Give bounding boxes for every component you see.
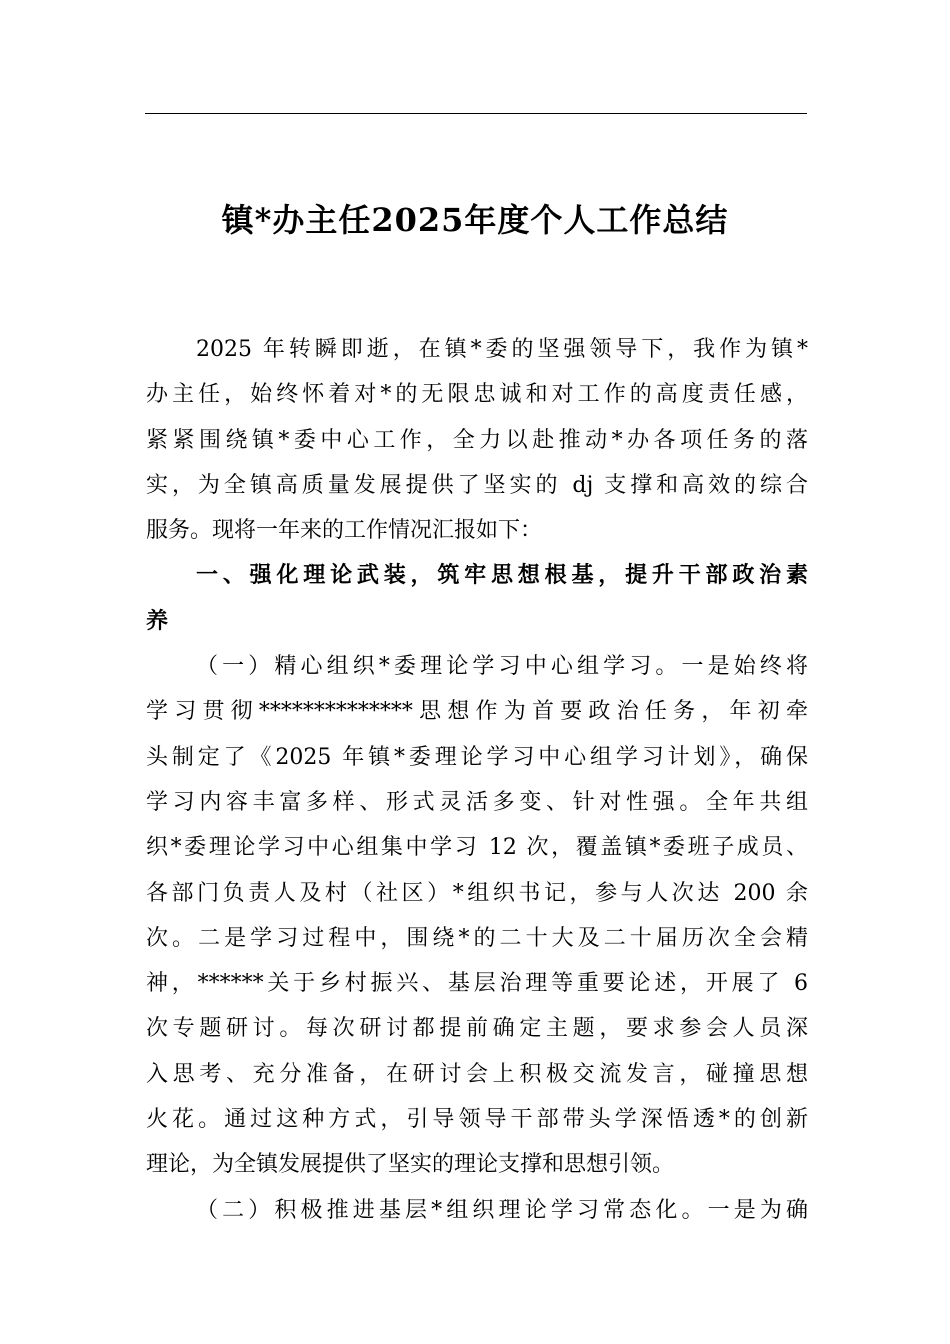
paragraph-line: 织*委理论学习中心组集中学习 12 次，覆盖镇*委班子成员、 (146, 835, 808, 861)
paragraph-line: 次专题研讨。每次研讨都提前确定主题，要求参会人员深 (146, 1016, 808, 1042)
paragraph-line: （二）积极推进基层*组织理论学习常态化。一是为确 (196, 1197, 808, 1223)
paragraph-line: 次。二是学习过程中，围绕*的二十大及二十届历次全会精 (146, 925, 808, 951)
paragraph-line: 学习内容丰富多样、形式灵活多变、针对性强。全年共组 (146, 789, 808, 815)
paragraph-line: 入思考、充分准备，在研讨会上积极交流发言，碰撞思想 (146, 1061, 808, 1087)
paragraph-line: 各部门负责人及村（社区）*组织书记，参与人次达 200 余 (146, 880, 808, 906)
header-rule (145, 113, 807, 114)
paragraph-line: 服务。现将一年来的工作情况汇报如下： (146, 518, 543, 544)
paragraph-line: 学习贯彻**************思想作为首要政治任务，年初牵 (146, 699, 808, 725)
paragraph-line: 神，******关于乡村振兴、基层治理等重要论述，开展了 6 (146, 971, 808, 997)
section-heading-line: 养 (146, 607, 169, 634)
paragraph-line: 实，为全镇高质量发展提供了坚实的 dj 支撑和高效的综合 (146, 472, 808, 498)
paragraph-line: 紧紧围绕镇*委中心工作，全力以赴推动*办各项任务的落 (146, 427, 808, 453)
paragraph-line: （一）精心组织*委理论学习中心组学习。一是始终将 (196, 654, 808, 680)
paragraph-line: 头制定了《2025 年镇*委理论学习中心组学习计划》，确保 (146, 744, 808, 770)
paragraph-line: 理论，为全镇发展提供了坚实的理论支撑和思想引领。 (146, 1152, 675, 1178)
paragraph-line: 火花。通过这种方式，引导领导干部带头学深悟透*的创新 (146, 1107, 808, 1133)
paragraph-line: 2025 年转瞬即逝，在镇*委的坚强领导下，我作为镇* (196, 337, 808, 362)
paragraph-line: 办主任，始终怀着对*的无限忠诚和对工作的高度责任感， (146, 382, 808, 408)
page-title: 镇*办主任2025年度个人工作总结 (221, 201, 729, 239)
section-heading-line: 一、强化理论武装，筑牢思想根基，提升干部政治素 (196, 562, 808, 589)
document-body (146, 327, 808, 1233)
